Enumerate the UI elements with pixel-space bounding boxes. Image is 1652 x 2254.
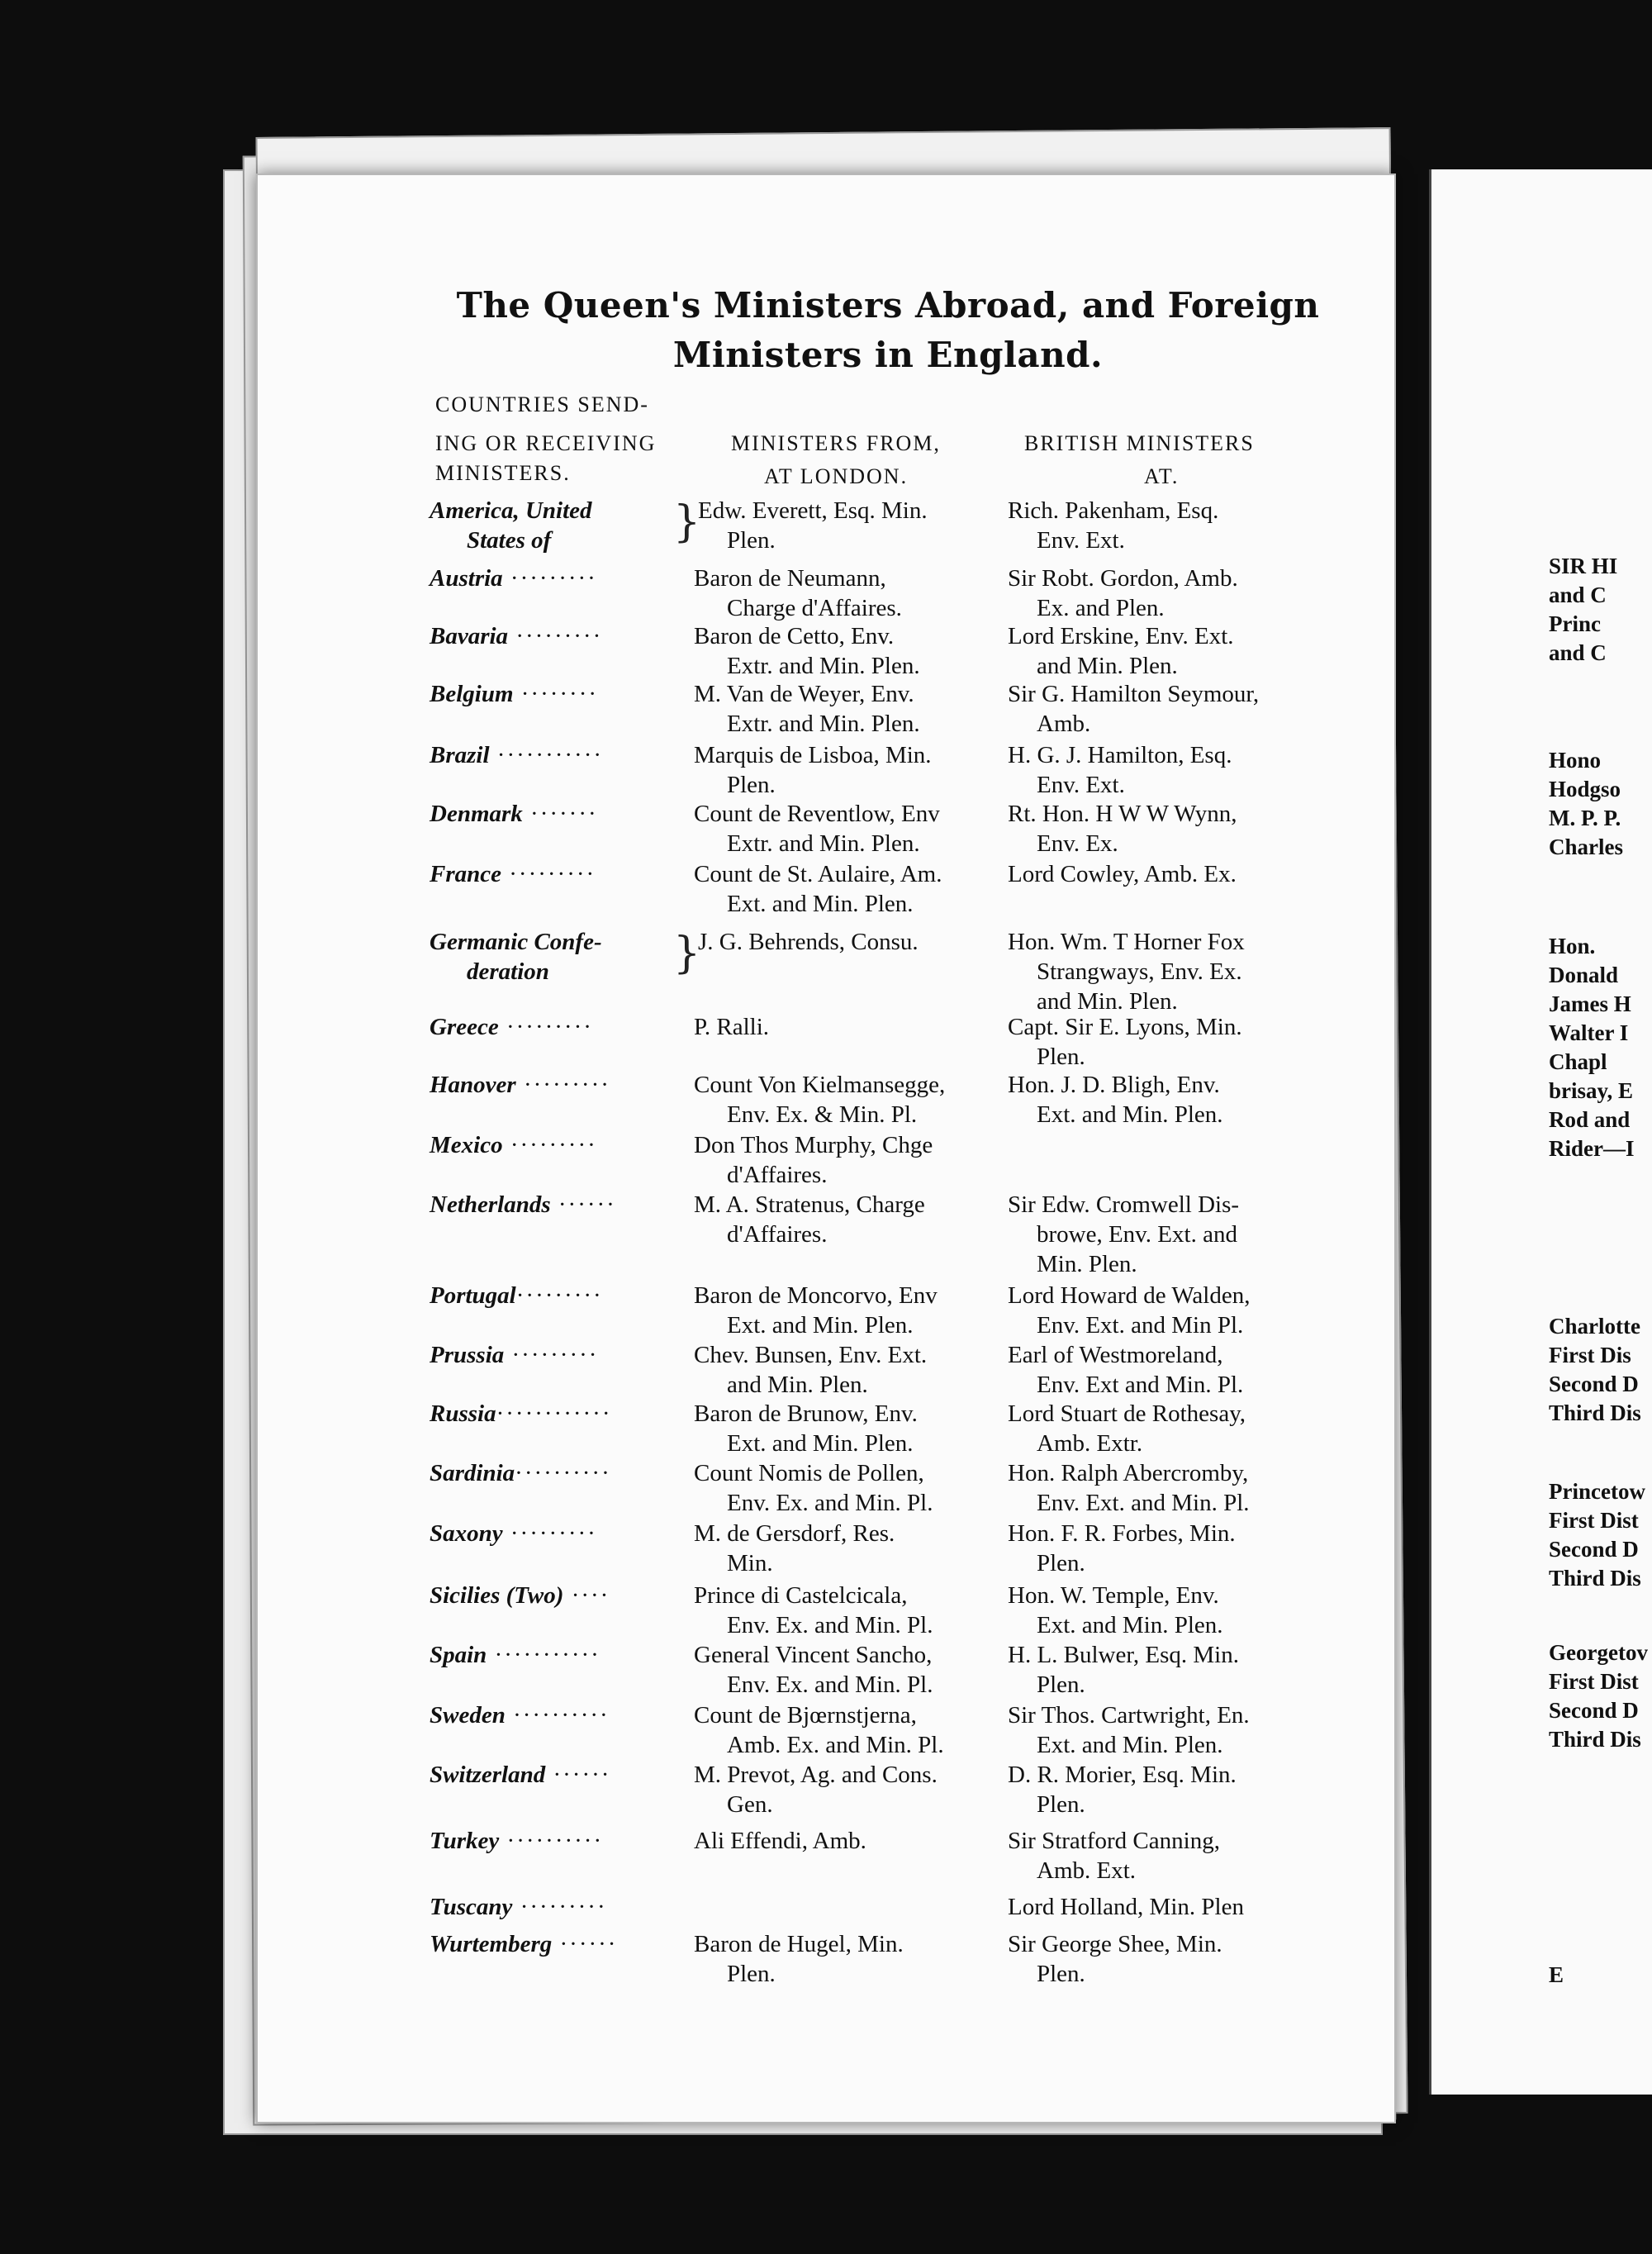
country-name (430, 1826, 603, 1856)
right-page-line: SIR HI (1549, 554, 1618, 578)
country-label: Hanover (430, 1072, 516, 1098)
right-page-line: Charlotte (1549, 1314, 1640, 1339)
leader-dots: ··········· (487, 1642, 601, 1668)
british-minister-cont: and Min. Plen. (1037, 988, 1178, 1015)
minister-from: Count de Bjœrnstjerna, (694, 1702, 917, 1729)
country-label: Mexico (430, 1132, 503, 1158)
minister-from: Baron de Moncorvo, Env (694, 1282, 938, 1309)
header-at: AT. (1144, 464, 1180, 488)
minister-from-cont: Env. Ex. and Min. Pl. (727, 1490, 933, 1516)
country-label: Sicilies (Two) (430, 1582, 564, 1609)
british-minister: Earl of Westmoreland, (1008, 1342, 1223, 1368)
minister-from-cont: Extr. and Min. Plen. (727, 830, 920, 857)
minister-from-cont: Env. Ex. & Min. Pl. (727, 1101, 918, 1128)
table-row (0, 1929, 1652, 1991)
minister-from-cont: Plen. (727, 527, 776, 554)
british-minister-cont: Ex. and Plen. (1037, 595, 1165, 621)
country-name (430, 679, 598, 709)
minister-from-cont: Env. Ex. and Min. Pl. (727, 1612, 933, 1638)
country-label: Sweden (430, 1702, 506, 1729)
country-name (430, 1281, 603, 1310)
minister-from: Baron de Brunow, Env. (694, 1400, 918, 1427)
minister-from: M. Van de Weyer, Env. (694, 681, 914, 707)
table-row (0, 679, 1652, 741)
british-minister: Lord Cowley, Amb. Ex. (1008, 861, 1237, 887)
right-page-line: Hon. (1549, 934, 1596, 958)
minister-from: Count de Reventlow, Env (694, 801, 940, 827)
table-row (0, 1519, 1652, 1581)
leader-dots: ······ (545, 1762, 611, 1788)
leader-dots: ··········· (489, 742, 604, 768)
minister-from: Count Von Kielmansegge, (694, 1072, 946, 1098)
country-label: France (430, 861, 501, 887)
table-row (0, 1190, 1652, 1277)
minister-from-cont: Ext. and Min. Plen. (727, 891, 914, 917)
minister-from-cont: Plen. (727, 772, 776, 798)
table-row (0, 740, 1652, 802)
british-minister-cont: Plen. (1037, 1550, 1085, 1576)
british-minister-cont: Env. Ex. (1037, 830, 1118, 857)
british-minister: Sir Edw. Cromwell Dis- (1008, 1191, 1240, 1218)
minister-from-cont: Extr. and Min. Plen. (727, 711, 920, 737)
table-row (0, 1760, 1652, 1822)
country-name (430, 621, 602, 651)
country-label: Netherlands (430, 1191, 551, 1218)
british-minister: Rt. Hon. H W W Wynn, (1008, 801, 1237, 827)
british-minister: Hon. F. R. Forbes, Min. (1008, 1520, 1236, 1547)
leader-dots: ········· (502, 1520, 597, 1547)
minister-from: J. G. Behrends, Consu. (698, 929, 919, 955)
british-minister-cont: Amb. (1037, 711, 1091, 737)
british-minister: D. R. Morier, Esq. Min. (1008, 1762, 1237, 1788)
country-name (430, 1892, 607, 1922)
country-name (430, 496, 592, 525)
country-name-cont: States of (467, 527, 552, 554)
british-minister-cont: Ext. and Min. Plen. (1037, 1101, 1223, 1128)
country-name (430, 1760, 610, 1790)
country-name (430, 740, 603, 770)
british-minister-cont: Env. Ext. and Min. Pl. (1037, 1490, 1250, 1516)
minister-from: Chev. Bunsen, Env. Ext. (694, 1342, 928, 1368)
british-minister-cont: Env. Ext. (1037, 527, 1125, 554)
country-label: Denmark (430, 801, 523, 827)
leader-dots: ········· (504, 1342, 599, 1368)
country-label: Greece (430, 1014, 499, 1040)
leader-dots: ········· (515, 1072, 610, 1098)
table-row (0, 1281, 1652, 1343)
british-minister: Sir G. Hamilton Seymour, (1008, 681, 1260, 707)
minister-from: Prince di Castelcicala, (694, 1582, 908, 1609)
right-page-line: Third Dis (1549, 1400, 1641, 1425)
british-minister-cont: Ext. and Min. Plen. (1037, 1612, 1223, 1638)
country-name (430, 1190, 616, 1220)
british-minister: Sir Thos. Cartwright, En. (1008, 1702, 1250, 1729)
country-name (430, 859, 596, 889)
leader-dots: ······ (552, 1931, 618, 1957)
british-minister: Rich. Pakenham, Esq. (1008, 497, 1219, 524)
minister-from: Don Thos Murphy, Chge (694, 1132, 933, 1158)
minister-from-cont: Charge d'Affaires. (727, 595, 902, 621)
table-row (0, 1700, 1652, 1762)
country-label: Tuscany (430, 1894, 513, 1920)
brace-mark: } (673, 497, 701, 547)
country-label: Prussia (430, 1342, 505, 1368)
right-page-line: Hono (1549, 748, 1602, 773)
country-label: Spain (430, 1642, 487, 1668)
british-minister-cont: Plen. (1037, 1791, 1085, 1818)
country-label: America, United (430, 497, 592, 524)
minister-from: General Vincent Sancho, (694, 1642, 933, 1668)
british-minister: Lord Stuart de Rothesay, (1008, 1400, 1246, 1427)
table-row (0, 496, 1652, 558)
country-name (430, 1399, 612, 1429)
table-row (0, 1070, 1652, 1132)
minister-from-cont: Extr. and Min. Plen. (727, 653, 920, 679)
right-page-line: Third Dis (1549, 1566, 1641, 1591)
minister-from-cont: Min. (727, 1550, 773, 1576)
right-page-line: Second D (1549, 1698, 1639, 1723)
minister-from: M. A. Stratenus, Charge (694, 1191, 925, 1218)
table-row (0, 1012, 1652, 1074)
country-label: Austria (430, 565, 503, 592)
right-page-line: Rod and (1549, 1107, 1631, 1132)
right-page-line: Second D (1549, 1537, 1639, 1562)
minister-from-cont: Amb. Ex. and Min. Pl. (727, 1732, 944, 1758)
right-page-line: M. P. P. (1549, 806, 1621, 830)
table-row (0, 621, 1652, 683)
right-page-line: Princetow (1549, 1479, 1645, 1504)
country-label: Bavaria (430, 623, 509, 649)
minister-from-cont: Ext. and Min. Plen. (727, 1430, 914, 1457)
british-minister-cont: browe, Env. Ext. and (1037, 1221, 1237, 1248)
minister-from: Marquis de Lisboa, Min. (694, 742, 932, 768)
right-page-line: and C (1549, 583, 1607, 607)
british-minister-cont: Amb. Extr. (1037, 1430, 1143, 1457)
country-label: Portugal (430, 1282, 516, 1309)
minister-from: Count de St. Aulaire, Am. (694, 861, 942, 887)
british-minister-cont: and Min. Plen. (1037, 653, 1178, 679)
table-row (0, 1340, 1652, 1402)
header-countries-3: MINISTERS. (435, 461, 571, 485)
minister-from: Ali Effendi, Amb. (694, 1828, 866, 1854)
country-name-cont: deration (467, 958, 549, 985)
british-minister-cont: Amb. Ext. (1037, 1857, 1137, 1884)
british-minister: Hon. J. D. Bligh, Env. (1008, 1072, 1220, 1098)
table-row (0, 1640, 1652, 1702)
right-page-line: First Dis (1549, 1343, 1631, 1367)
minister-from-cont: Ext. and Min. Plen. (727, 1312, 914, 1339)
right-page-line: First Dist (1549, 1669, 1639, 1694)
right-page-line: Donald (1549, 963, 1619, 987)
minister-from-cont: d'Affaires. (727, 1221, 828, 1248)
country-name (430, 1581, 610, 1610)
country-name (430, 1012, 593, 1042)
minister-from-cont: Plen. (727, 1961, 776, 1987)
leader-dots: ········· (508, 623, 603, 649)
leader-dots: ········ (513, 681, 599, 707)
leader-dots: ·········· (515, 1460, 611, 1486)
leader-dots: ······ (550, 1191, 616, 1218)
right-page-line: First Dist (1549, 1508, 1639, 1533)
right-page-line: Princ (1549, 611, 1601, 636)
brace-mark: } (673, 929, 701, 978)
british-minister: Lord Erskine, Env. Ext. (1008, 623, 1234, 649)
leader-dots: ········· (515, 1282, 603, 1309)
right-page-line: E (1549, 1962, 1564, 1987)
country-label: Brazil (430, 742, 490, 768)
header-countries-2: ING OR RECEIVING (435, 431, 657, 455)
country-label: Wurtemberg (430, 1931, 553, 1957)
country-name (430, 799, 598, 829)
right-page-line: Charles (1549, 835, 1623, 859)
country-name (430, 1130, 597, 1160)
country-label: Turkey (430, 1828, 500, 1854)
minister-from-cont: Gen. (727, 1791, 773, 1818)
right-page-line: Second D (1549, 1372, 1639, 1396)
country-name (430, 1640, 601, 1670)
leader-dots: ········· (501, 861, 596, 887)
british-minister: H. L. Bulwer, Esq. Min. (1008, 1642, 1239, 1668)
header-ministers-from: MINISTERS FROM, (731, 431, 941, 455)
country-name (430, 1519, 597, 1548)
right-page-line: Third Dis (1549, 1727, 1641, 1752)
country-name (430, 1458, 611, 1488)
minister-from: M. Prevot, Ag. and Cons. (694, 1762, 938, 1788)
leader-dots: ·········· (499, 1828, 604, 1854)
country-name (430, 564, 597, 593)
british-minister-cont: Plen. (1037, 1671, 1085, 1698)
table-row (0, 1826, 1652, 1888)
british-minister: Sir George Shee, Min. (1008, 1931, 1222, 1957)
minister-from: Baron de Cetto, Env. (694, 623, 895, 649)
british-minister-cont: Ext. and Min. Plen. (1037, 1732, 1223, 1758)
british-minister-cont: Plen. (1037, 1961, 1085, 1987)
british-minister: Hon. Wm. T Horner Fox (1008, 929, 1245, 955)
british-minister-cont: Plen. (1037, 1044, 1085, 1070)
minister-from: Edw. Everett, Esq. Min. (698, 497, 928, 524)
leader-dots: ············ (496, 1400, 612, 1427)
leader-dots: ········· (502, 565, 597, 592)
british-minister: Sir Stratford Canning, (1008, 1828, 1220, 1854)
british-minister: Lord Holland, Min. Plen (1008, 1894, 1244, 1920)
british-minister: Sir Robt. Gordon, Amb. (1008, 565, 1238, 592)
country-label: Russia (430, 1400, 496, 1427)
british-minister-cont: Strangways, Env. Ex. (1037, 958, 1242, 985)
country-label: Switzerland (430, 1762, 546, 1788)
british-minister: Hon. W. Temple, Env. (1008, 1582, 1219, 1609)
right-page-line: Walter I (1549, 1020, 1629, 1045)
leader-dots: ········· (512, 1894, 607, 1920)
right-page-line: Georgetov (1549, 1640, 1648, 1665)
minister-from: M. de Gersdorf, Res. (694, 1520, 895, 1547)
country-name (430, 927, 602, 957)
page-title-line-1: The Queen's Ministers Abroad, and Foreign (456, 285, 1320, 326)
british-minister: Lord Howard de Walden, (1008, 1282, 1251, 1309)
country-name (430, 1340, 598, 1370)
page-title-line-2: Ministers in England. (672, 335, 1104, 375)
minister-from-cont: d'Affaires. (727, 1162, 828, 1188)
leader-dots: ········· (498, 1014, 593, 1040)
leader-dots: ······· (522, 801, 598, 827)
country-label: Sardinia (430, 1460, 515, 1486)
british-minister: Capt. Sir E. Lyons, Min. (1008, 1014, 1242, 1040)
british-minister-cont: Env. Ext. (1037, 772, 1125, 798)
right-page-line: brisay, E (1549, 1078, 1634, 1103)
british-minister-cont: Min. Plen. (1037, 1251, 1137, 1277)
right-page-line: Chapl (1549, 1049, 1607, 1074)
leader-dots: ·········· (505, 1702, 610, 1729)
minister-from: Baron de Neumann, (694, 565, 886, 592)
right-page-line: Rider—I (1549, 1136, 1635, 1161)
british-minister: H. G. J. Hamilton, Esq. (1008, 742, 1232, 768)
british-minister-cont: Env. Ext and Min. Pl. (1037, 1372, 1244, 1398)
british-minister: Hon. Ralph Abercromby, (1008, 1460, 1249, 1486)
country-label: Belgium (430, 681, 514, 707)
table-row (0, 1130, 1652, 1192)
right-page-line: Hodgso (1549, 777, 1621, 801)
country-name (430, 1700, 610, 1730)
header-countries-1: COUNTRIES SEND- (435, 392, 649, 416)
right-page-line: James H (1549, 991, 1631, 1016)
country-label: Germanic Confe- (430, 929, 602, 955)
minister-from-cont: and Min. Plen. (727, 1372, 868, 1398)
right-page-line: and C (1549, 640, 1607, 665)
country-name (430, 1070, 610, 1100)
header-british-ministers: BRITISH MINISTERS (1024, 431, 1255, 455)
table-row (0, 799, 1652, 861)
minister-from: Count Nomis de Pollen, (694, 1460, 924, 1486)
header-at-london: AT LONDON. (764, 464, 909, 488)
minister-from: P. Ralli. (694, 1014, 770, 1040)
british-minister-cont: Env. Ext. and Min Pl. (1037, 1312, 1244, 1339)
table-row (0, 1458, 1652, 1520)
table-row (0, 1399, 1652, 1461)
country-name (430, 1929, 617, 1959)
leader-dots: ···· (563, 1582, 610, 1609)
leader-dots: ········· (502, 1132, 597, 1158)
minister-from: Baron de Hugel, Min. (694, 1931, 904, 1957)
table-row (0, 859, 1652, 921)
country-label: Saxony (430, 1520, 503, 1547)
table-row (0, 564, 1652, 625)
minister-from-cont: Env. Ex. and Min. Pl. (727, 1671, 933, 1698)
table-row (0, 1581, 1652, 1643)
